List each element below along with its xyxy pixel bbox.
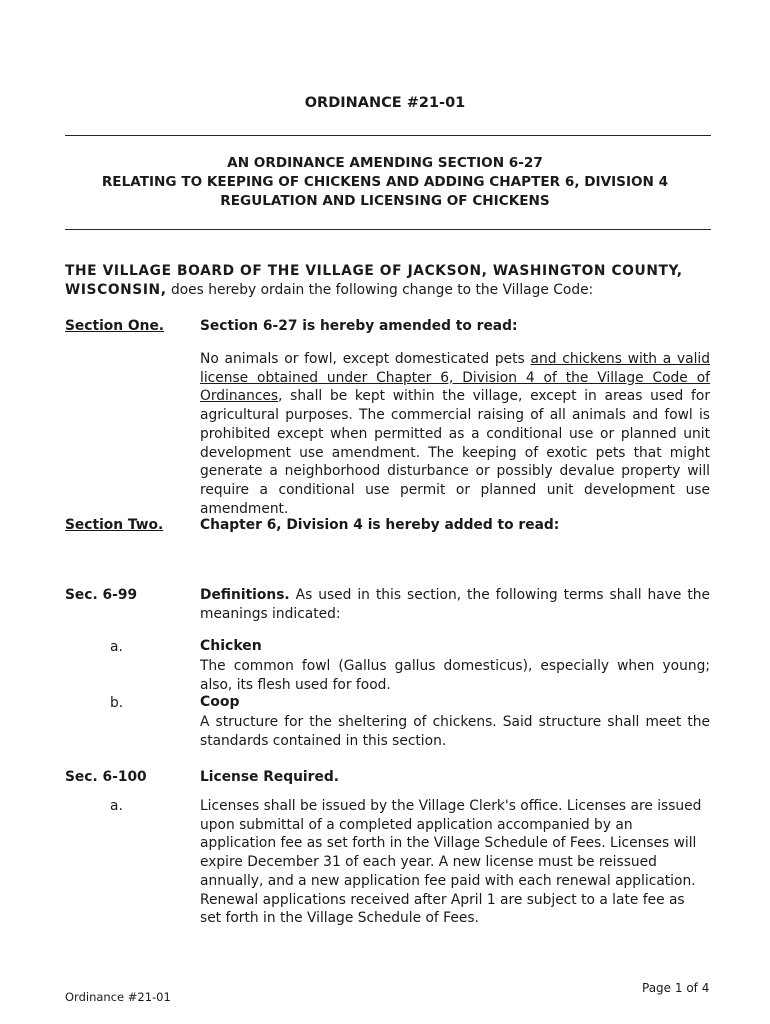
section-one-text-underlined: and chickens with a valid license obtained under Chapter 6, Division 4 of the Village Code of Ordinances [200,351,711,405]
section-two-heading: Chapter 6, Division 4 is hereby added to read: [200,517,560,533]
license-required-text: Licenses shall be issued by the Village Clerk's office. Licenses are issued upon submittal of a completed application accompanied by an application fee as set forth in the Village Schedule of Fees. Licenses will expire December 31 of each year. A new license must be reissued annually, and a new application fee paid with each renewal application. Renewal applications received after April 1 are subject to a late fee as set forth in the Village Schedule of Fees. [200,798,702,927]
page-number [642,981,709,995]
section-one-heading: Section 6-27 is hereby amended to read: [200,318,518,334]
preamble [65,262,711,300]
sec-6-99-heading: Definitions. [200,587,290,603]
footer-ordinance-number: Ordinance #21-01 [65,990,171,1004]
preamble-bold: THE VILLAGE BOARD OF THE VILLAGE OF JACKSON, WASHINGTON COUNTY, WISCONSIN, [65,263,683,298]
section-one-text [200,350,710,518]
page-total: 4 [701,981,710,995]
heading-line-1: AN ORDINANCE AMENDING SECTION 6-27 [227,155,543,171]
section-one-label: Section One. [65,318,165,334]
item-marker-a: a. [110,639,123,655]
heading-line-2: RELATING TO KEEPING OF CHICKENS AND ADDING CHAPTER 6, DIVISION 4 [101,174,669,190]
section-one-text-end: , shall be kept within the village, except in areas used for agricultural purposes. The commercial raising of all animals and fowl is prohibited except when permitted as a conditional use or planned unit development use amendment. The keeping of exotic pets that might generate a neighborhood disturbance or possibly devalue property will require a conditional use permit or planned unit development use amendment. [200,388,710,517]
section-two-label: Section Two. [65,517,164,533]
preamble-rest: does hereby ordain the following change to the Village Code: [166,282,594,298]
item-marker-a: a. [110,798,123,814]
heading-line-3: REGULATION AND LICENSING OF CHICKENS [220,193,550,209]
section-one-text-start: No animals or fowl, except domesticated pets [200,351,531,367]
document-title: ORDINANCE #21-01 [304,95,466,111]
sec-6-99-label: Sec. 6-99 [65,587,138,603]
sec-6-99-intro: As used in this section, the following terms shall have the meanings indicated: [200,587,710,622]
definition-coop: A structure for the sheltering of chickens. Said structure shall meet the standards contained in this section. [200,714,710,749]
sec-6-99-definitions [200,586,710,623]
page-prefix: Page [642,981,675,995]
ordinance-heading [0,154,770,211]
bottom-divider [65,229,711,230]
item-marker-b: b. [110,695,124,711]
sec-6-100-label: Sec. 6-100 [65,769,147,785]
sec-6-100-heading: License Required. [200,769,339,785]
definition-chicken: The common fowl (Gallus gallus domesticus), especially when young; also, its flesh used for food. [200,658,710,693]
definition-term-coop: Coop [200,694,240,710]
top-divider [65,135,711,136]
definition-term-chicken: Chicken [200,638,262,654]
page-current: 1 [674,981,683,995]
page-of: of [682,981,702,995]
